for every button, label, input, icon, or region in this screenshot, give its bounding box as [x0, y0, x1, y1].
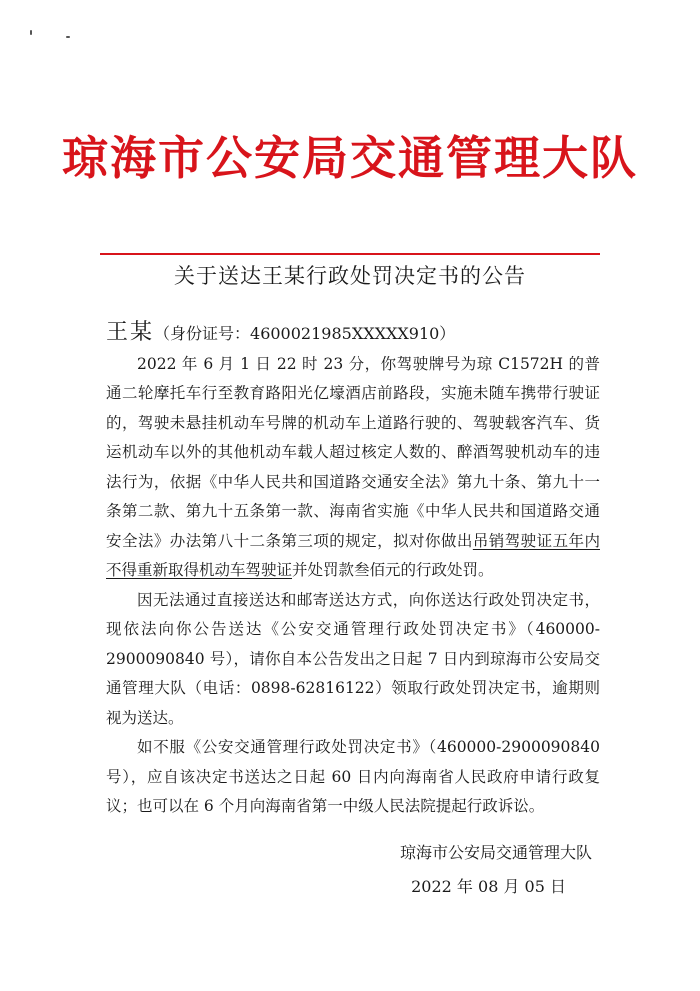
violation-text: 2022 年 6 月 1 日 22 时 23 分，你驾驶牌号为琼 C1572H 的普通二轮摩托车行至教育路阳光亿壕酒店前路段，实施未随车携带行驶证的，驾驶未悬挂机动车号牌的机动车上道路行驶的、驾驶载客汽车、货运机动车以外的其他机动车载人超过核定人数的、醉酒驾驶机动车的违法行为，依据《中华人民共和国道路交通安全法》第九十条、第九十一条第二款、第九十五条第一款、海南省实施《中华人民共和国道路交通安全法》办法第八十二条第三项的规定，拟对你做出 [106, 354, 600, 550]
notice-title: 关于送达王某行政处罚决定书的公告 [174, 264, 526, 288]
recipient-id: （身份证号：4600021985XXXXX910） [154, 324, 456, 343]
paragraph-service: 因无法通过直接送达和邮寄送达方式，向你送达行政处罚决定书，现依法向你公告送达《公安交通管理行政处罚决定书》（460000-2900090840 号），请你自本公告发出之日起 7 日内到琼海市公安局交通管理大队（电话：0898-62816122）领取行政处罚决定书，逾期则视为送达。 [106, 590, 600, 727]
salutation [106, 318, 600, 350]
paragraph-violation [106, 350, 600, 586]
paragraph-appeal: 如不服《公安交通管理行政处罚决定书》（460000-2900090840 号），应自该决定书送达之日起 60 日内向海南省人民政府申请行政复议；也可以在 6 个月向海南省第一中级人民法院提起行政诉讼。 [106, 738, 600, 815]
scan-speck [30, 30, 32, 35]
issuing-authority-header: 琼海市公安局交通管理大队 [62, 131, 638, 185]
signature-date: 2022 年 08 月 05 日 [411, 877, 566, 896]
recipient-name: 王某 [106, 320, 155, 345]
notice-body [106, 318, 600, 822]
violation-text-end: 并处罚款叁佰元的行政处罚。 [292, 561, 494, 579]
signature-org: 琼海市公安局交通管理大队 [399, 843, 592, 862]
penalty-underlined: 吊销驾驶证五年内不得重新取得机动车驾驶证 [106, 531, 600, 579]
signature-block [400, 836, 592, 904]
red-divider-line [100, 253, 600, 255]
scan-speck [66, 36, 70, 38]
